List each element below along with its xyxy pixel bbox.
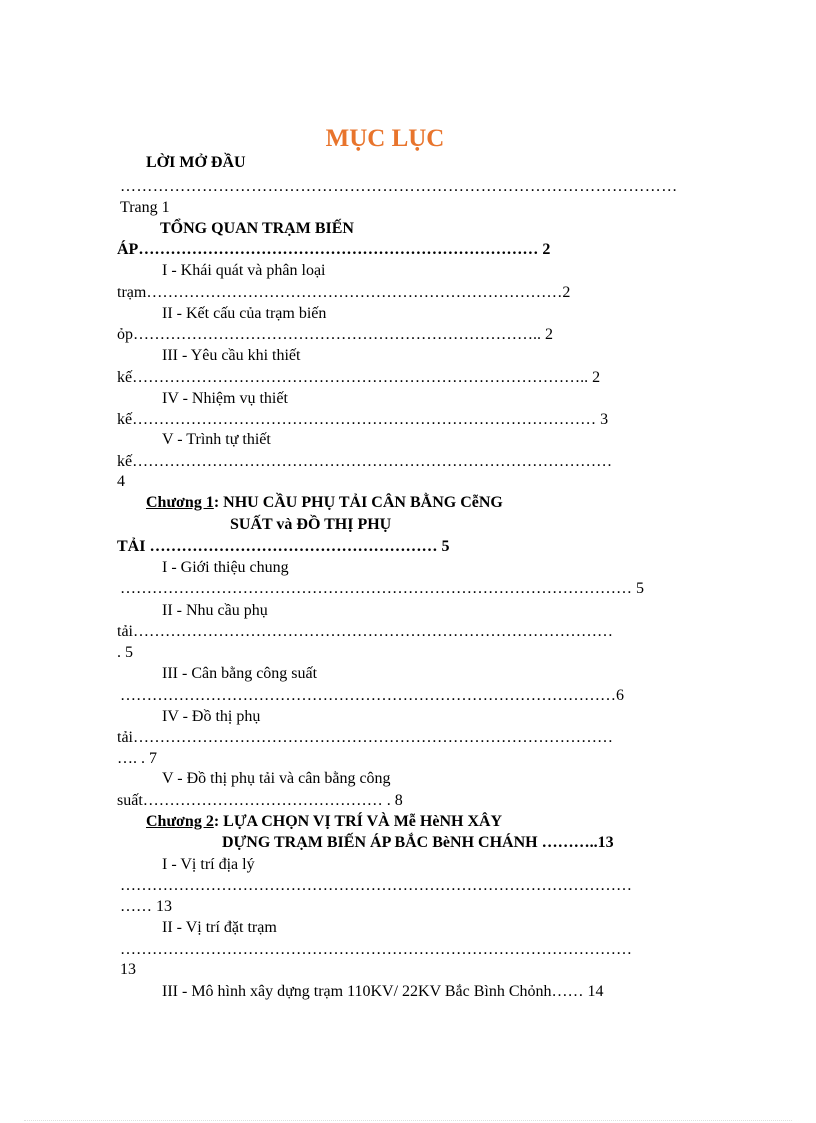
intro-page: Trang 1 [120,199,170,216]
toc-entry-continuation: tải……………………………………………………………………………… [117,623,613,640]
toc-entry-label: IV - Nhiệm vụ thiết [162,390,288,407]
toc-entry-continuation: kế……………………………………………………………………………… [117,453,613,470]
chapter-1-title-line2: SUẤT và ĐỒ THỊ PHỤ [230,516,392,533]
chapter-2-prefix: Chương 2 [146,813,214,830]
page-bottom-divider [24,1120,792,1121]
toc-entry-page: …. . 7 [117,750,157,767]
toc-entry-label: III - Cân bằng công suất [162,665,318,682]
toc-entry-label: I - Vị trí địa lý [162,856,255,873]
chapter-1-prefix: Chương 1 [146,494,214,511]
intro-dots: ………………………………………………………………………………………… [120,178,678,195]
toc-entry-page: . 5 [117,644,133,661]
toc-entry-label: II - Nhu cầu phụ [162,602,268,619]
toc-entry-label: II - Kết cấu của trạm biến [162,305,327,322]
toc-entry-continuation: trạm……………………………………………………………………2 [117,284,571,301]
chapter-2-title: : LỰA CHỌN VỊ TRÍ VÀ Mễ HèNH XÂY [213,813,503,830]
intro-heading: LỜI MỞ ĐẦU [146,154,246,171]
toc-entry-continuation: suất……………………………………… . 8 [117,792,403,809]
toc-entry-page: 4 [117,473,125,490]
toc-entry-label: I - Khái quát và phân loại [162,262,326,279]
toc-entry-label: III - Mô hình xây dựng trạm 110KV/ 22KV Bắc Bình Chỏnh…… 14 [162,983,604,1000]
toc-entry-continuation: …………………………………………………………………………………… [120,941,632,958]
toc-entry-label: I - Giới thiệu chung [162,559,289,576]
toc-entry-continuation: …………………………………………………………………………………… 5 [120,580,644,597]
toc-entry-label: V - Trình tự thiết [162,431,271,448]
toc-entry-label: II - Vị trí đặt trạm [162,919,277,936]
chapter-2-heading [146,812,502,832]
toc-entry-label: III - Yêu cầu khi thiết [162,347,301,364]
chapter-1-title: : NHU CẦU PHỤ TẢI CÂN BẰNG CễNG [213,494,503,511]
toc-entry-label: V - Đồ thị phụ tải và cân bằng công [162,770,391,787]
toc-entry-continuation: …………………………………………………………………………………6 [120,687,624,704]
overview-heading-page: ÁP………………………………………………………………… 2 [117,241,551,258]
toc-entry-continuation: …………………………………………………………………………………… [120,877,632,894]
page-title: MỤC LỤC [325,125,445,152]
toc-entry-page: …… 13 [120,898,172,915]
toc-entry-continuation: kế………………………………………………………………………….. 2 [117,369,601,386]
chapter-1-heading [146,493,503,513]
toc-entry-page: 13 [120,961,136,978]
toc-entry-continuation: ỏp………………………………………………………………….. 2 [117,326,553,343]
toc-entry-label: IV - Đồ thị phụ [162,708,261,725]
toc-entry-continuation: kế…………………………………………………………………………… 3 [117,411,609,428]
chapter-2-title-line2: DỰNG TRẠM BIẾN ÁP BẮC BèNH CHÁNH ………..13 [222,834,614,851]
overview-heading: TỔNG QUAN TRẠM BIẾN [160,220,354,237]
toc-entry-continuation: tải……………………………………………………………………………… [117,729,613,746]
chapter-1-page: TẢI ……………………………………………… 5 [117,538,450,555]
